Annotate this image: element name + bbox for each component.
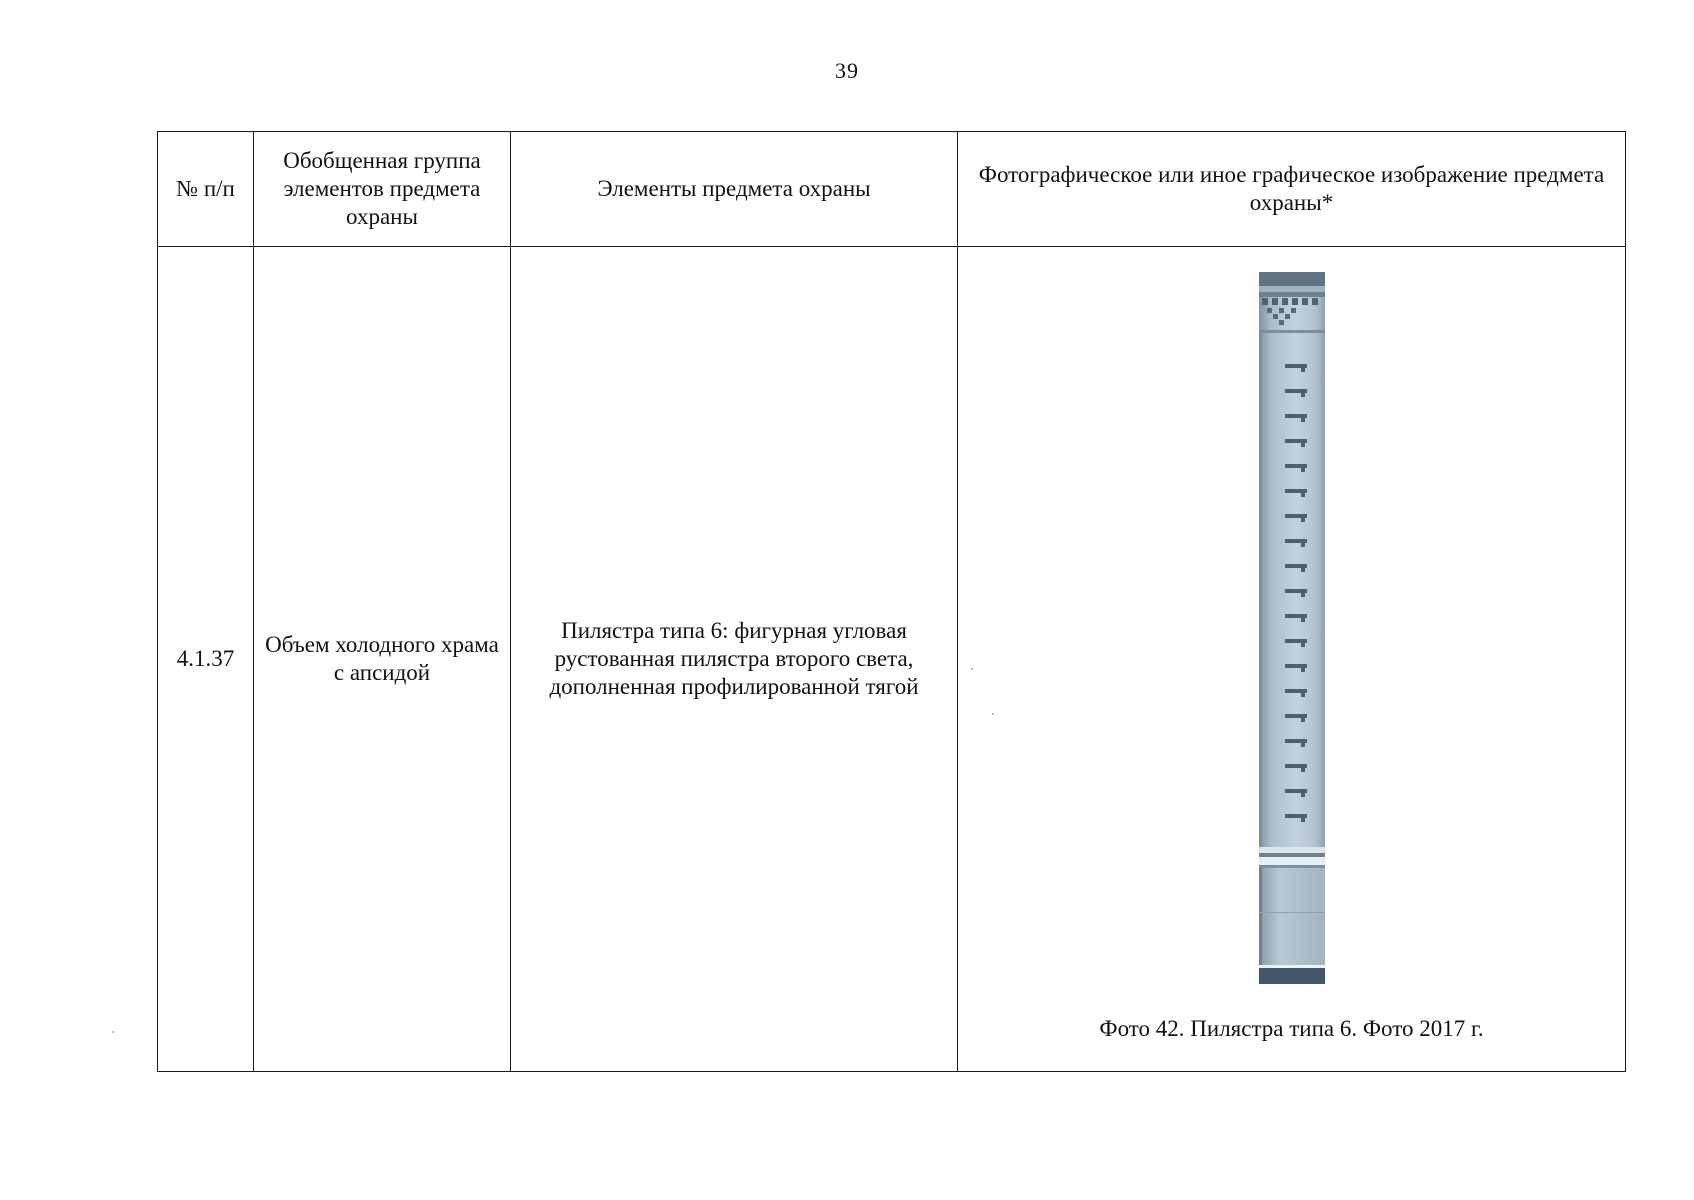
table-row bbox=[158, 247, 1626, 1072]
row-num: 4.1.37 bbox=[158, 247, 254, 1072]
page-number: 39 bbox=[835, 58, 859, 83]
header-group: Обобщенная группа элементов предмета охраны bbox=[254, 132, 511, 247]
row-elements: Пилястра типа 6: фигурная угловая рустованная пилястра второго света, дополненная профилированной тягой bbox=[511, 247, 958, 1072]
row-photo-cell bbox=[958, 247, 1626, 1072]
header-num: № п/п bbox=[158, 132, 254, 247]
header-elements: Элементы предмета охраны bbox=[511, 132, 958, 247]
photo-caption: Фото 42. Пилястра типа 6. Фото 2017 г. bbox=[1099, 1015, 1484, 1041]
pilaster-photo bbox=[1259, 272, 1325, 984]
scan-speck bbox=[992, 713, 994, 715]
row-group: Объем холодного храма с апсидой bbox=[254, 247, 511, 1072]
table-header-row bbox=[158, 132, 1626, 247]
scan-speck bbox=[971, 668, 973, 670]
header-photo: Фотографическое или иное графическое изображение предмета охраны* bbox=[958, 132, 1626, 247]
protection-elements-table bbox=[157, 131, 1626, 1072]
scan-speck bbox=[112, 1031, 114, 1033]
